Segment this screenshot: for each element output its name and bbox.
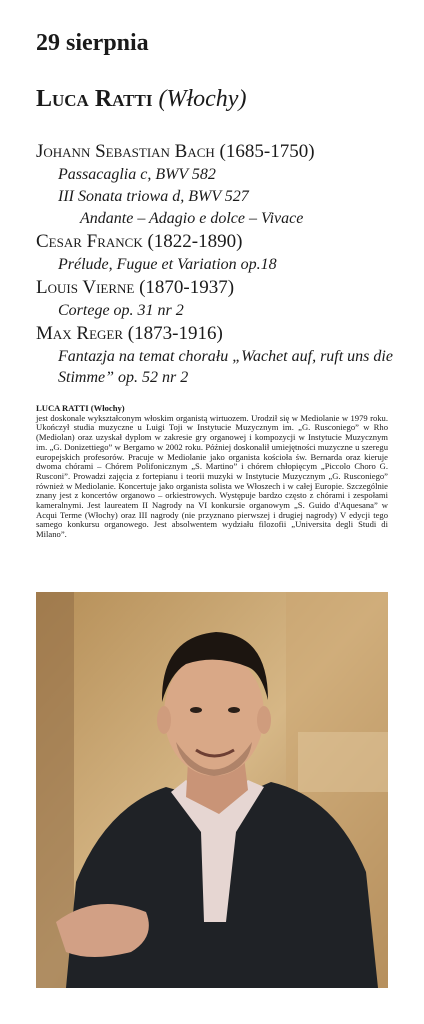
bio-text: jest doskonale wykształconym włoskim organistą wirtuozem. Urodził się w Mediolanie w 1979 roku. Ukończył studia muzyczne u Luigi Toji w Instytucie Muzycznym im. „G. Rusconiego” w Rho (Mediolan) oraz uzyskał dyplom w zakresie gry organowej i kompozycji w Instytucie Muzycznym im. „G. Donizettiego” w Bergamo w 2002 roku. Później doskonalił umiejętności muzyczne u szeregu europejskich profesorów. Pracuje w Mediolanie jako organista kościoła św. Bernarda oraz kieruje dwoma chórami – Chórem Polifonicznym „S. Martino” i chórem chłopięcym „Piccolo Choro G. Rusconi”. Prowadzi zajęcia z fortepianu i teorii muzyki w Instytucie Muzycznym „G. Rusconiego” również w Mediolanie. Koncertuje jako organista solista we Włoszech i w całej Europie. Szczególnie znany jest z koncertów organowo – orkiestrowych. Występuje bardzo często z chórami i zespołami kameralnymi. Jest laureatem II Nagrody na VI konkursie organowym „S. Guido d'Aquesana” w Acqui Terme (Włochy) oraz III nagrody (nie przyznano pierwszej i drugiej nagrody) V edycji tego samego konkursu organowego. Jest absolwentem wydziału filozofii „Universita degli Studi di Milano”. [36,412,388,540]
performer-country: (Włochy) [158,86,247,112]
work-item: Prélude, Fugue et Variation op.18 [58,256,277,273]
date-heading: 29 sierpnia [36,30,149,56]
performer-name: Luca Ratti [36,86,153,112]
work-item: Fantazja na temat chorału „Wachet auf, ruft uns die Stimme” op. 52 nr 2 [58,348,393,386]
portrait-illustration [36,592,388,988]
composer-reger: Max Reger (1873-1916) [36,323,223,344]
performer-heading [36,86,246,113]
work-movements: Andante – Adagio e dolce – Vivace [80,210,304,227]
work-item: Passacaglia c, BWV 582 [58,166,216,183]
bio-title: LUCA RATTI (Włochy) [36,403,125,413]
biography [36,404,388,540]
work-item: Cortege op. 31 nr 2 [58,302,184,319]
program-list [36,140,396,388]
composer-vierne: Louis Vierne (1870-1937) [36,277,235,298]
work-item: III Sonata triowa d, BWV 527 [58,188,249,205]
composer-bach: Johann Sebastian Bach (1685-1750) [36,141,315,162]
composer-franck: Cesar Franck (1822-1890) [36,231,243,252]
portrait-photo [36,592,388,988]
